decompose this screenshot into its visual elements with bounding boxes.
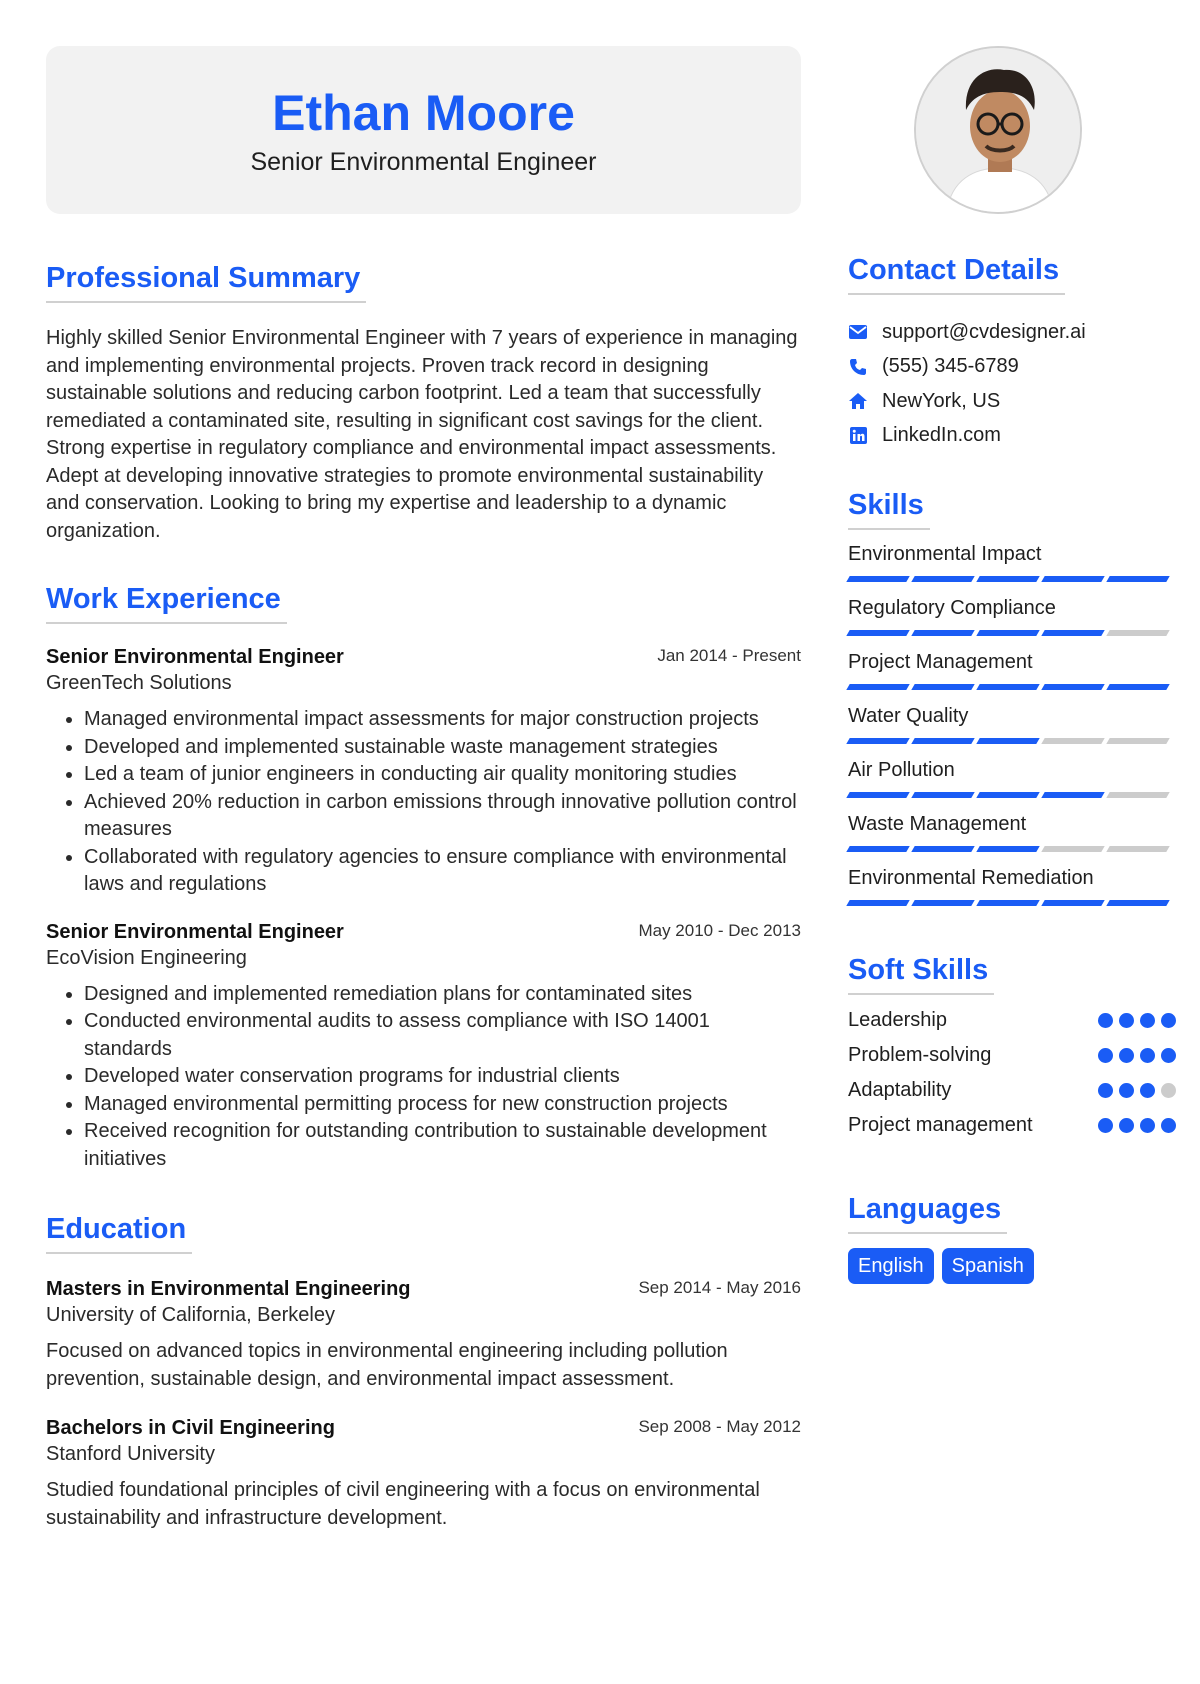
job-title: Senior Environmental Engineer [46,646,344,668]
skills-heading: Skills [848,489,930,530]
skill-level-segment [1106,684,1169,690]
soft-skill-rating [1098,1007,1178,1028]
job-bullets [46,981,801,1174]
skill-level-segment [846,846,909,852]
skill-item [848,812,1178,852]
job-bullet: • Developed water conservation programs for industrial clients [84,1063,801,1091]
skill-level-segment [911,684,974,690]
profile-photo [914,46,1082,214]
rating-dot [1161,1118,1176,1133]
rating-dot [1098,1118,1113,1133]
work-section [46,583,801,1173]
soft-skill-name: Project management [848,1114,1033,1136]
soft-skill-item [848,1112,1178,1147]
education-entry [46,1276,801,1393]
rating-dot [1140,1048,1155,1063]
work-heading: Work Experience [46,583,287,624]
school-name: University of California, Berkeley [46,1304,335,1326]
rating-dot [1161,1013,1176,1028]
rating-dot [1140,1013,1155,1028]
rating-dot [1119,1083,1134,1098]
skill-item [848,596,1178,636]
degree-title: Masters in Environmental Engineering [46,1278,411,1300]
job-bullet: • Received recognition for outstanding contribution to sustainable development initiatives [84,1118,801,1173]
skill-level-segment [976,630,1039,636]
language-badge: Spanish [942,1248,1034,1284]
soft-skills-section [848,954,1178,1147]
summary-section [46,262,801,545]
skill-level-segment [846,684,909,690]
degree-title: Bachelors in Civil Engineering [46,1417,335,1439]
skill-name: Environmental Remediation [848,867,1094,889]
contact-email[interactable] [848,315,1178,350]
contact-linkedin[interactable] [848,419,1178,454]
job-entry [46,644,801,899]
languages-list [848,1248,1178,1284]
job-company: GreenTech Solutions [46,672,232,694]
soft-skill-item [848,1007,1178,1042]
skill-level-segment [1041,900,1104,906]
skill-level-segment [846,738,909,744]
languages-section [848,1193,1178,1284]
candidate-name: Ethan Moore [272,85,575,141]
skill-level-segment [1106,792,1169,798]
skill-level-bar [848,846,1178,852]
skill-level-segment [1041,576,1104,582]
skill-level-segment [1106,630,1169,636]
job-date: May 2010 - Dec 2013 [638,920,801,940]
rating-dot [1161,1048,1176,1063]
rating-dot [1098,1013,1113,1028]
soft-skills-list [848,1007,1178,1147]
skill-level-segment [846,630,909,636]
job-bullet: • Managed environmental impact assessments for major construction projects [84,706,801,734]
job-bullet: • Conducted environmental audits to assess compliance with ISO 14001 standards [84,1008,801,1063]
skill-level-segment [911,576,974,582]
skill-level-segment [911,900,974,906]
skill-level-segment [1106,738,1169,744]
job-bullet: • Collaborated with regulatory agencies to ensure compliance with environmental laws and regulations [84,844,801,899]
skill-level-segment [976,792,1039,798]
job-entry [46,919,801,1174]
job-bullet: • Led a team of junior engineers in conducting air quality monitoring studies [84,761,801,789]
skill-level-segment [1041,630,1104,636]
skill-level-segment [846,576,909,582]
skill-level-segment [1041,738,1104,744]
skill-level-segment [976,846,1039,852]
job-bullet: • Designed and implemented remediation plans for contaminated sites [84,981,801,1009]
candidate-title: Senior Environmental Engineer [250,148,597,176]
soft-skill-item [848,1042,1178,1077]
linkedin-icon [848,426,868,446]
skill-level-segment [1041,846,1104,852]
contact-text: (555) 345-6789 [882,355,1019,378]
education-section [46,1213,801,1532]
skill-name: Environmental Impact [848,543,1042,565]
soft-skill-rating [1098,1077,1178,1098]
skill-level-segment [1106,576,1169,582]
job-bullet: • Developed and implemented sustainable waste management strategies [84,734,801,762]
skills-list [848,542,1178,906]
skill-level-segment [911,738,974,744]
skill-item [848,866,1178,906]
soft-skill-rating [1098,1042,1178,1063]
summary-heading: Professional Summary [46,262,366,303]
rating-dot [1140,1083,1155,1098]
home-icon [848,391,868,411]
skill-level-segment [911,630,974,636]
contact-text: NewYork, US [882,389,1001,412]
rating-dot [1161,1083,1176,1098]
rating-dot [1098,1083,1113,1098]
skill-level-segment [976,900,1039,906]
contact-heading: Contact Details [848,254,1065,295]
skill-level-bar [848,576,1178,582]
skill-level-bar [848,900,1178,906]
soft-skill-name: Leadership [848,1009,947,1031]
soft-skill-name: Problem-solving [848,1044,992,1066]
rating-dot [1098,1048,1113,1063]
skill-name: Air Pollution [848,759,955,781]
header-box [46,46,801,214]
contact-location [848,384,1178,419]
skill-level-segment [976,576,1039,582]
skill-level-segment [846,792,909,798]
summary-text: Highly skilled Senior Environmental Engineer with 7 years of experience in managing and implementing environmental projects. Proven track record in designing sustainable solutions and reducing carbon footprint. Led a team that successfully remediated a contaminated site, resulting in significant cost savings for the client. Strong expertise in regulatory compliance and environmental impact assessments. Adept at developing innovative strategies to promote environmental sustainability and conservation. Looking to bring my expertise and leadership to a dynamic organization. [46,327,798,542]
skill-name: Regulatory Compliance [848,597,1056,619]
skill-level-segment [976,684,1039,690]
phone-icon [848,357,868,377]
job-title: Senior Environmental Engineer [46,920,344,943]
languages-heading: Languages [848,1193,1007,1234]
job-bullets [46,706,801,899]
soft-skill-item [848,1077,1178,1112]
contact-phone[interactable] [848,350,1178,385]
skill-level-segment [911,792,974,798]
skill-name: Waste Management [848,813,1027,835]
skill-item [848,704,1178,744]
skill-level-segment [846,900,909,906]
rating-dot [1140,1118,1155,1133]
school-name: Stanford University [46,1443,215,1465]
job-bullet: • Achieved 20% reduction in carbon emissions through innovative pollution control measures [84,789,801,844]
skill-name: Project Management [848,651,1033,673]
education-description: Studied foundational principles of civil engineering with a focus on environmental sustainability and infrastructure development. [46,1479,760,1529]
skill-level-segment [1106,846,1169,852]
education-description: Focused on advanced topics in environmental engineering including pollution prevention, sustainable design, and environmental impact assessment. [46,1340,728,1390]
skill-item [848,650,1178,690]
envelope-icon [848,322,868,342]
soft-skills-heading: Soft Skills [848,954,994,995]
contact-text: support@cvdesigner.ai [882,320,1086,343]
soft-skill-rating [1098,1112,1178,1133]
contact-text: LinkedIn.com [882,424,1001,447]
avatar-illustration [916,48,1082,214]
skill-level-bar [848,792,1178,798]
skill-level-bar [848,684,1178,690]
contact-list [848,315,1178,453]
sidebar-column [848,46,1178,1284]
education-heading: Education [46,1213,192,1254]
soft-skill-name: Adaptability [848,1079,952,1101]
education-date: Sep 2014 - May 2016 [638,1278,801,1297]
skills-section [848,489,1178,906]
skill-item [848,758,1178,798]
contact-section [848,254,1178,453]
skill-level-segment [1106,900,1169,906]
main-column [46,46,801,1532]
skill-item [848,542,1178,582]
rating-dot [1119,1048,1134,1063]
skill-level-bar [848,738,1178,744]
job-date: Jan 2014 - Present [657,646,801,665]
job-company: EcoVision Engineering [46,946,247,969]
skill-level-segment [911,846,974,852]
skill-level-segment [976,738,1039,744]
language-badge: English [848,1248,934,1284]
rating-dot [1119,1013,1134,1028]
education-date: Sep 2008 - May 2012 [638,1417,801,1436]
skill-level-bar [848,630,1178,636]
rating-dot [1119,1118,1134,1133]
skill-level-segment [1041,792,1104,798]
job-bullet: • Managed environmental permitting process for new construction projects [84,1091,801,1119]
education-entry [46,1415,801,1532]
skill-name: Water Quality [848,705,969,727]
skill-level-segment [1041,684,1104,690]
